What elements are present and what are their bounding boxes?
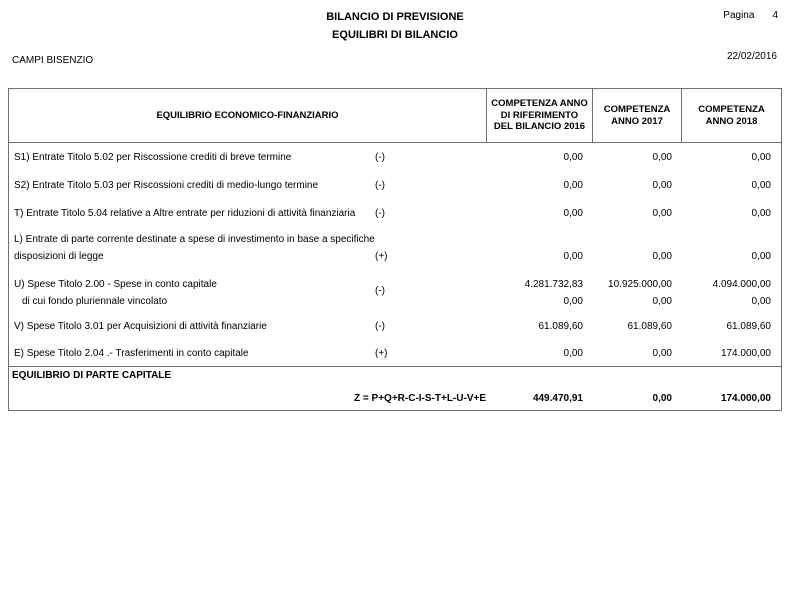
value-2016: 61.089,60 — [538, 321, 583, 332]
row-line2 — [9, 248, 781, 265]
page-indicator — [723, 10, 778, 21]
value-2018: 61.089,60 — [726, 321, 771, 332]
total-2018: 174.000,00 — [720, 393, 771, 404]
report-date: 22/02/2016 — [726, 51, 777, 62]
value-2017: 0,00 — [652, 207, 672, 219]
value-2016: 0,00 — [563, 207, 583, 219]
table-row-l — [9, 227, 781, 269]
row-label-cell — [9, 321, 487, 332]
header-competenza-2017: COMPETENZA ANNO 2017 — [593, 89, 682, 142]
header-competenza-2018: COMPETENZA ANNO 2018 — [698, 104, 765, 127]
value-2016: 0,00 — [563, 251, 583, 262]
table-row-e — [9, 340, 781, 366]
row-sign: (+) — [375, 251, 388, 262]
value-2016: 4.281.732,83 — [524, 278, 583, 290]
header-equilibrio: EQUILIBRIO ECONOMICO-FINANZIARIO — [9, 89, 487, 142]
value-2017: 61.089,60 — [627, 321, 672, 332]
row-sign: (-) — [375, 321, 385, 332]
value-2018: 0,00 — [751, 151, 771, 163]
value-2016: 0,00 — [563, 151, 583, 163]
value-2018: 0,00 — [751, 251, 771, 262]
formula-cell — [9, 393, 487, 404]
row-label-line2: di cui fondo pluriennale vincolato — [22, 295, 168, 307]
table-row-v — [9, 313, 781, 340]
value-2017: 10.925.000,00 — [608, 278, 672, 290]
value-2018: 4.094.000,00 — [712, 278, 771, 290]
table-row-s1 — [9, 143, 781, 171]
row-label-cell — [9, 208, 487, 219]
row-label-cell — [9, 251, 487, 262]
value-2018: 0,00 — [751, 179, 771, 191]
value-2018: 174.000,00 — [720, 347, 771, 359]
value-2017: 0,00 — [652, 295, 672, 307]
page-number: 4 — [772, 10, 778, 21]
total-row — [9, 387, 781, 410]
value-2018: 0,00 — [751, 295, 771, 307]
value-2016: 0,00 — [563, 179, 583, 191]
row-label-cell — [9, 348, 487, 359]
row-label-line1: L) Entrate di parte corrente destinate a spese di investimento in base a specifiche — [14, 234, 375, 245]
row-label-cell — [9, 152, 487, 163]
row-sign: (-) — [375, 151, 385, 163]
row-line1 — [9, 276, 781, 292]
total-formula: Z = P+Q+R-C-I-S-T+L-U-V+E — [354, 393, 486, 404]
value-2017: 0,00 — [652, 347, 672, 359]
row-label: E) Spese Titolo 2.04 .- Trasferimenti in conto capitale — [14, 347, 249, 359]
header-competenza-2016: COMPETENZA ANNO DI RIFERIMENTO DEL BILANCIO 2016 — [487, 89, 593, 142]
total-2016: 449.470,91 — [532, 393, 583, 404]
row-sign: (-) — [375, 207, 385, 219]
value-2016: 0,00 — [563, 347, 583, 359]
doc-title-line2: EQUILIBRI DI BILANCIO — [332, 28, 458, 41]
row-line2 — [9, 293, 781, 309]
row-label-line1: U) Spese Titolo 2.00 - Spese in conto capitale — [14, 278, 217, 290]
total-2017: 0,00 — [652, 393, 672, 404]
row-sign: (-) — [375, 179, 385, 191]
table-row-t — [9, 199, 781, 227]
value-2016: 0,00 — [563, 295, 583, 307]
value-2017: 0,00 — [652, 179, 672, 191]
value-2017: 0,00 — [652, 251, 672, 262]
table-header-row — [9, 89, 781, 143]
row-label: S1) Entrate Titolo 5.02 per Riscossione crediti di breve termine — [14, 151, 292, 163]
table-footer — [9, 366, 781, 410]
row-label-cell — [9, 180, 487, 191]
balance-table — [8, 88, 782, 411]
row-label-line2: disposizioni di legge — [14, 251, 104, 262]
entity-name: CAMPI BISENZIO — [12, 55, 94, 66]
value-2018: 0,00 — [751, 207, 771, 219]
doc-title-line1: BILANCIO DI PREVISIONE — [326, 11, 464, 23]
value-2017: 0,00 — [652, 151, 672, 163]
row-sign: (-) — [375, 285, 385, 297]
row-sign: (+) — [375, 347, 388, 359]
row-label: S2) Entrate Titolo 5.03 per Riscossioni crediti di medio-lungo termine — [14, 179, 319, 191]
row-label: T) Entrate Titolo 5.04 relative a Altre entrate per riduzioni di attività finanziaria — [14, 207, 356, 219]
row-label: V) Spese Titolo 3.01 per Acquisizioni di attività finanziarie — [14, 321, 267, 332]
table-row-s2 — [9, 171, 781, 199]
table-row-u — [9, 269, 781, 313]
doc-title — [0, 9, 790, 44]
page-indicator-label: Pagina — [723, 10, 755, 21]
section-title: EQUILIBRIO DI PARTE CAPITALE — [12, 370, 172, 381]
